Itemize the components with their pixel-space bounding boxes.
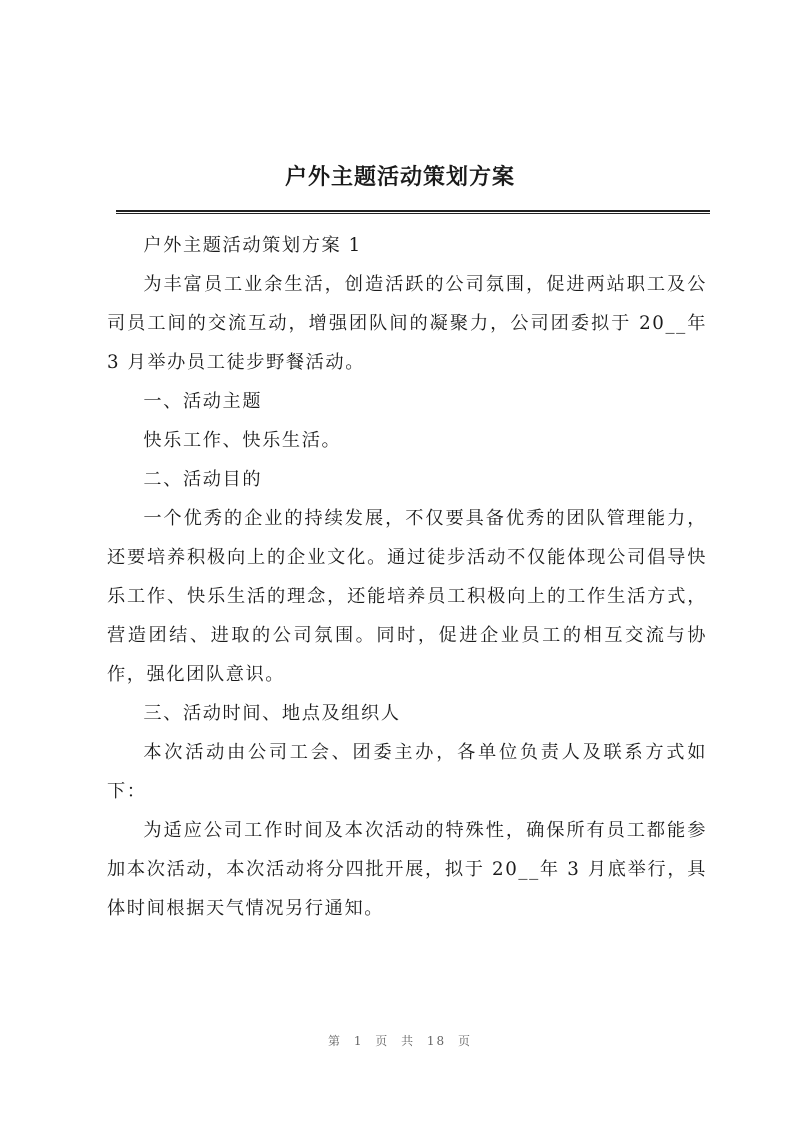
title-divider xyxy=(116,210,710,214)
page-footer: 第 1 页 共 18 页 xyxy=(328,1034,472,1048)
paragraph-schedule: 为适应公司工作时间及本次活动的特殊性，确保所有员工都能参加本次活动，本次活动将分四批开展，拟于 20__年 3 月底举行，具体时间根据天气情况另行通知。 xyxy=(107,820,707,919)
paragraph-theme: 快乐工作、快乐生活。 xyxy=(143,430,342,451)
paragraph-organizers: 本次活动由公司工会、团委主办，各单位负责人及联系方式如下： xyxy=(107,742,707,802)
paragraph-intro: 为丰富员工业余生活，创造活跃的公司氛围，促进两站职工及公司员工间的交流互动，增强团队间的凝聚力，公司团委拟于 20__年 3 月举办员工徒步野餐活动。 xyxy=(107,274,707,373)
paragraph-purpose: 一个优秀的企业的持续发展，不仅要具备优秀的团队管理能力，还要培养积极向上的企业文化。通过徒步活动不仅能体现公司倡导快乐工作、快乐生活的理念，还能培养员工积极向上的工作生活方式，营造团结、进取的公司氛围。同时，促进企业员工的相互交流与协作，强化团队意识。 xyxy=(107,508,707,685)
section-heading-time-place: 三、活动时间、地点及组织人 xyxy=(143,703,401,724)
page-title: 户外主题活动策划方案 xyxy=(284,164,515,190)
section-heading-plan-1: 户外主题活动策划方案 1 xyxy=(143,235,362,256)
document-body xyxy=(107,226,707,928)
section-heading-theme: 一、活动主题 xyxy=(143,391,263,412)
section-heading-purpose: 二、活动目的 xyxy=(143,469,263,490)
